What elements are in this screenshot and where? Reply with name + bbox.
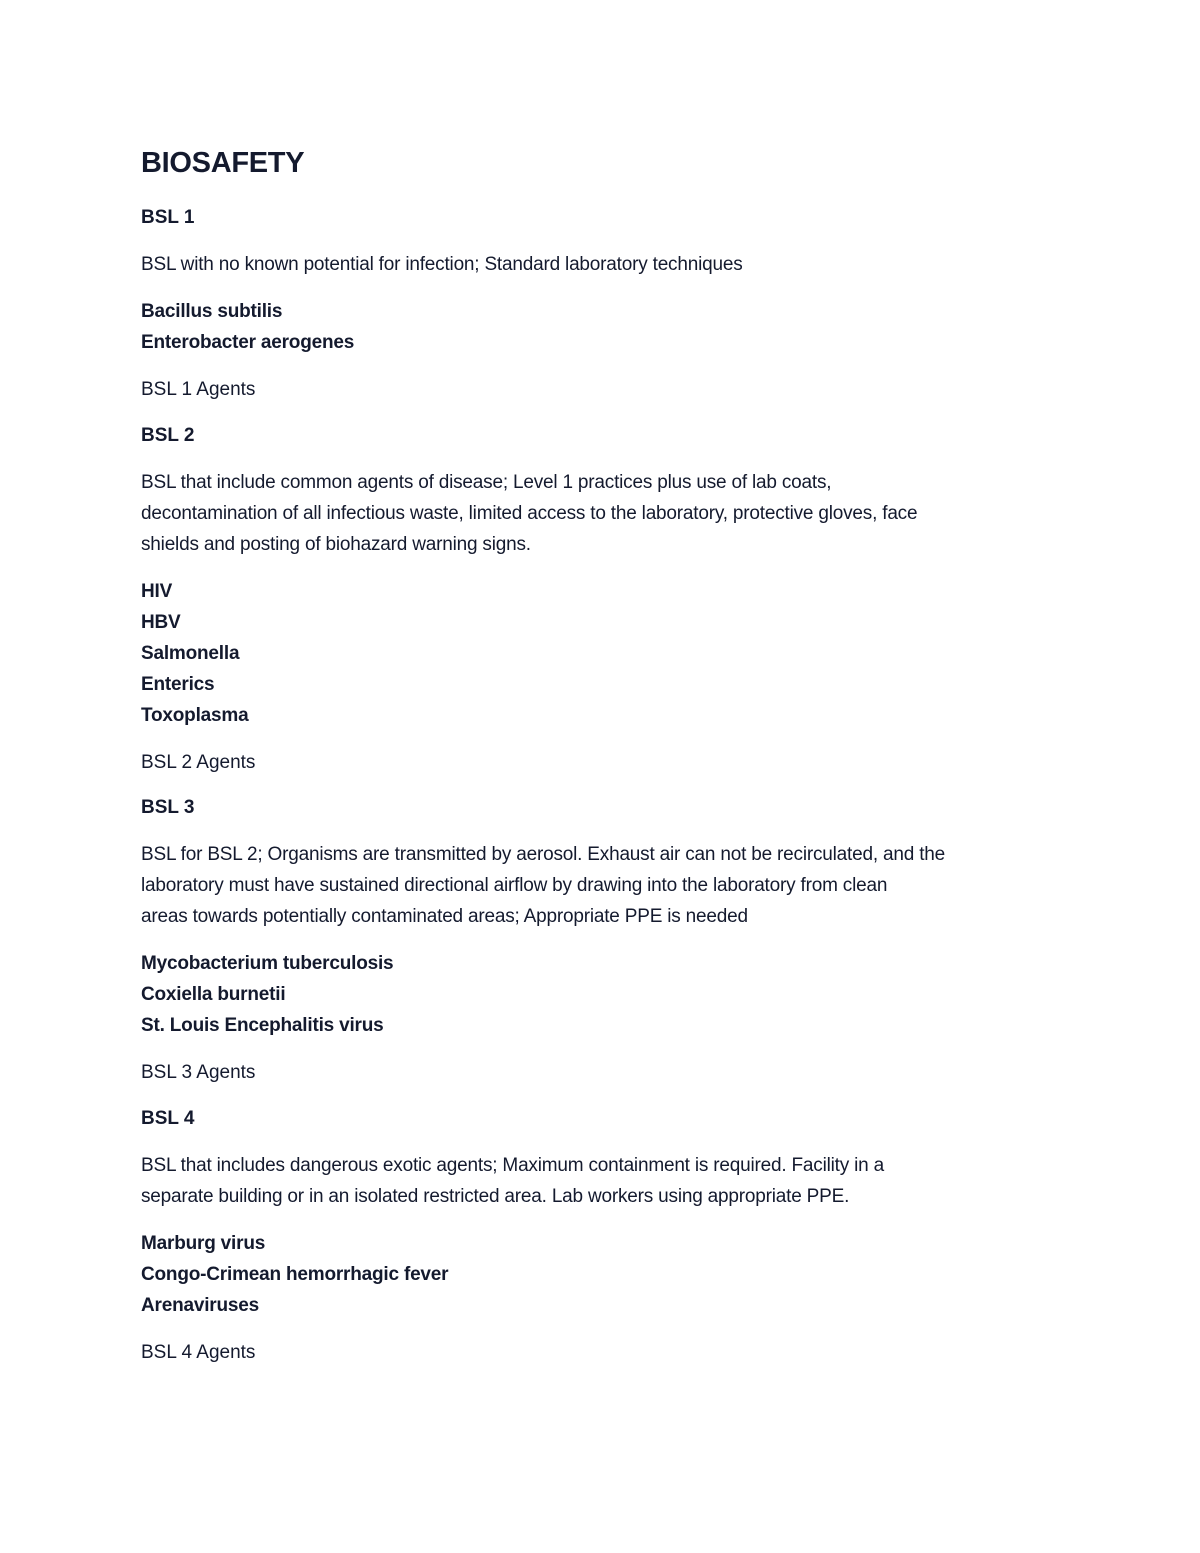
description-line: decontamination of all infectious waste, limited access to the laboratory, protective gloves, face: [141, 503, 918, 524]
bsl-3-description: [141, 839, 1071, 932]
description-line: BSL that include common agents of disease; Level 1 practices plus use of lab coats,: [141, 472, 832, 493]
bsl-2-section: [141, 420, 1071, 778]
bsl-1-agent-list: [141, 296, 1071, 358]
bsl-3-agent-list: [141, 948, 1071, 1041]
description-line: separate building or in an isolated restricted area. Lab workers using appropriate PPE.: [141, 1186, 850, 1207]
bsl-4-description: [141, 1150, 1071, 1212]
bsl-3-caption: BSL 3 Agents: [141, 1062, 256, 1083]
agent-item: Enterics: [141, 674, 215, 695]
agent-item: St. Louis Encephalitis virus: [141, 1015, 384, 1036]
description-line: BSL with no known potential for infection; Standard laboratory techniques: [141, 254, 743, 275]
agent-item: Mycobacterium tuberculosis: [141, 953, 394, 974]
bsl-1-caption: BSL 1 Agents: [141, 379, 256, 400]
agent-item: Enterobacter aerogenes: [141, 332, 355, 353]
bsl-4-caption: BSL 4 Agents: [141, 1342, 256, 1363]
agent-item: HBV: [141, 612, 181, 633]
bsl-4-section: [141, 1103, 1071, 1368]
description-line: BSL that includes dangerous exotic agents; Maximum containment is required. Facility in a: [141, 1155, 884, 1176]
bsl-4-heading: BSL 4: [141, 1108, 195, 1129]
agent-item: Coxiella burnetii: [141, 984, 286, 1005]
document-title: BIOSAFETY: [141, 147, 305, 179]
description-line: laboratory must have sustained directional airflow by drawing into the laboratory from clean: [141, 875, 888, 896]
bsl-1-section: [141, 202, 1071, 405]
bsl-2-agent-list: [141, 576, 1071, 731]
bsl-2-heading: BSL 2: [141, 425, 195, 446]
bsl-2-caption: BSL 2 Agents: [141, 752, 256, 773]
agent-item: HIV: [141, 581, 173, 602]
agent-item: Toxoplasma: [141, 705, 249, 726]
description-line: BSL for BSL 2; Organisms are transmitted by aerosol. Exhaust air can not be recirculated, and the: [141, 844, 946, 865]
agent-item: Marburg virus: [141, 1233, 266, 1254]
agent-item: Salmonella: [141, 643, 240, 664]
bsl-1-description: [141, 249, 1071, 280]
agent-item: Congo-Crimean hemorrhagic fever: [141, 1264, 449, 1285]
bsl-1-heading: BSL 1: [141, 207, 195, 228]
description-line: shields and posting of biohazard warning signs.: [141, 534, 531, 555]
bsl-3-section: [141, 792, 1071, 1088]
bsl-4-agent-list: [141, 1228, 1071, 1321]
agent-item: Arenaviruses: [141, 1295, 260, 1316]
agent-item: Bacillus subtilis: [141, 301, 283, 322]
bsl-2-description: [141, 467, 1071, 560]
description-line: areas towards potentially contaminated areas; Appropriate PPE is needed: [141, 906, 748, 927]
bsl-3-heading: BSL 3: [141, 797, 195, 818]
